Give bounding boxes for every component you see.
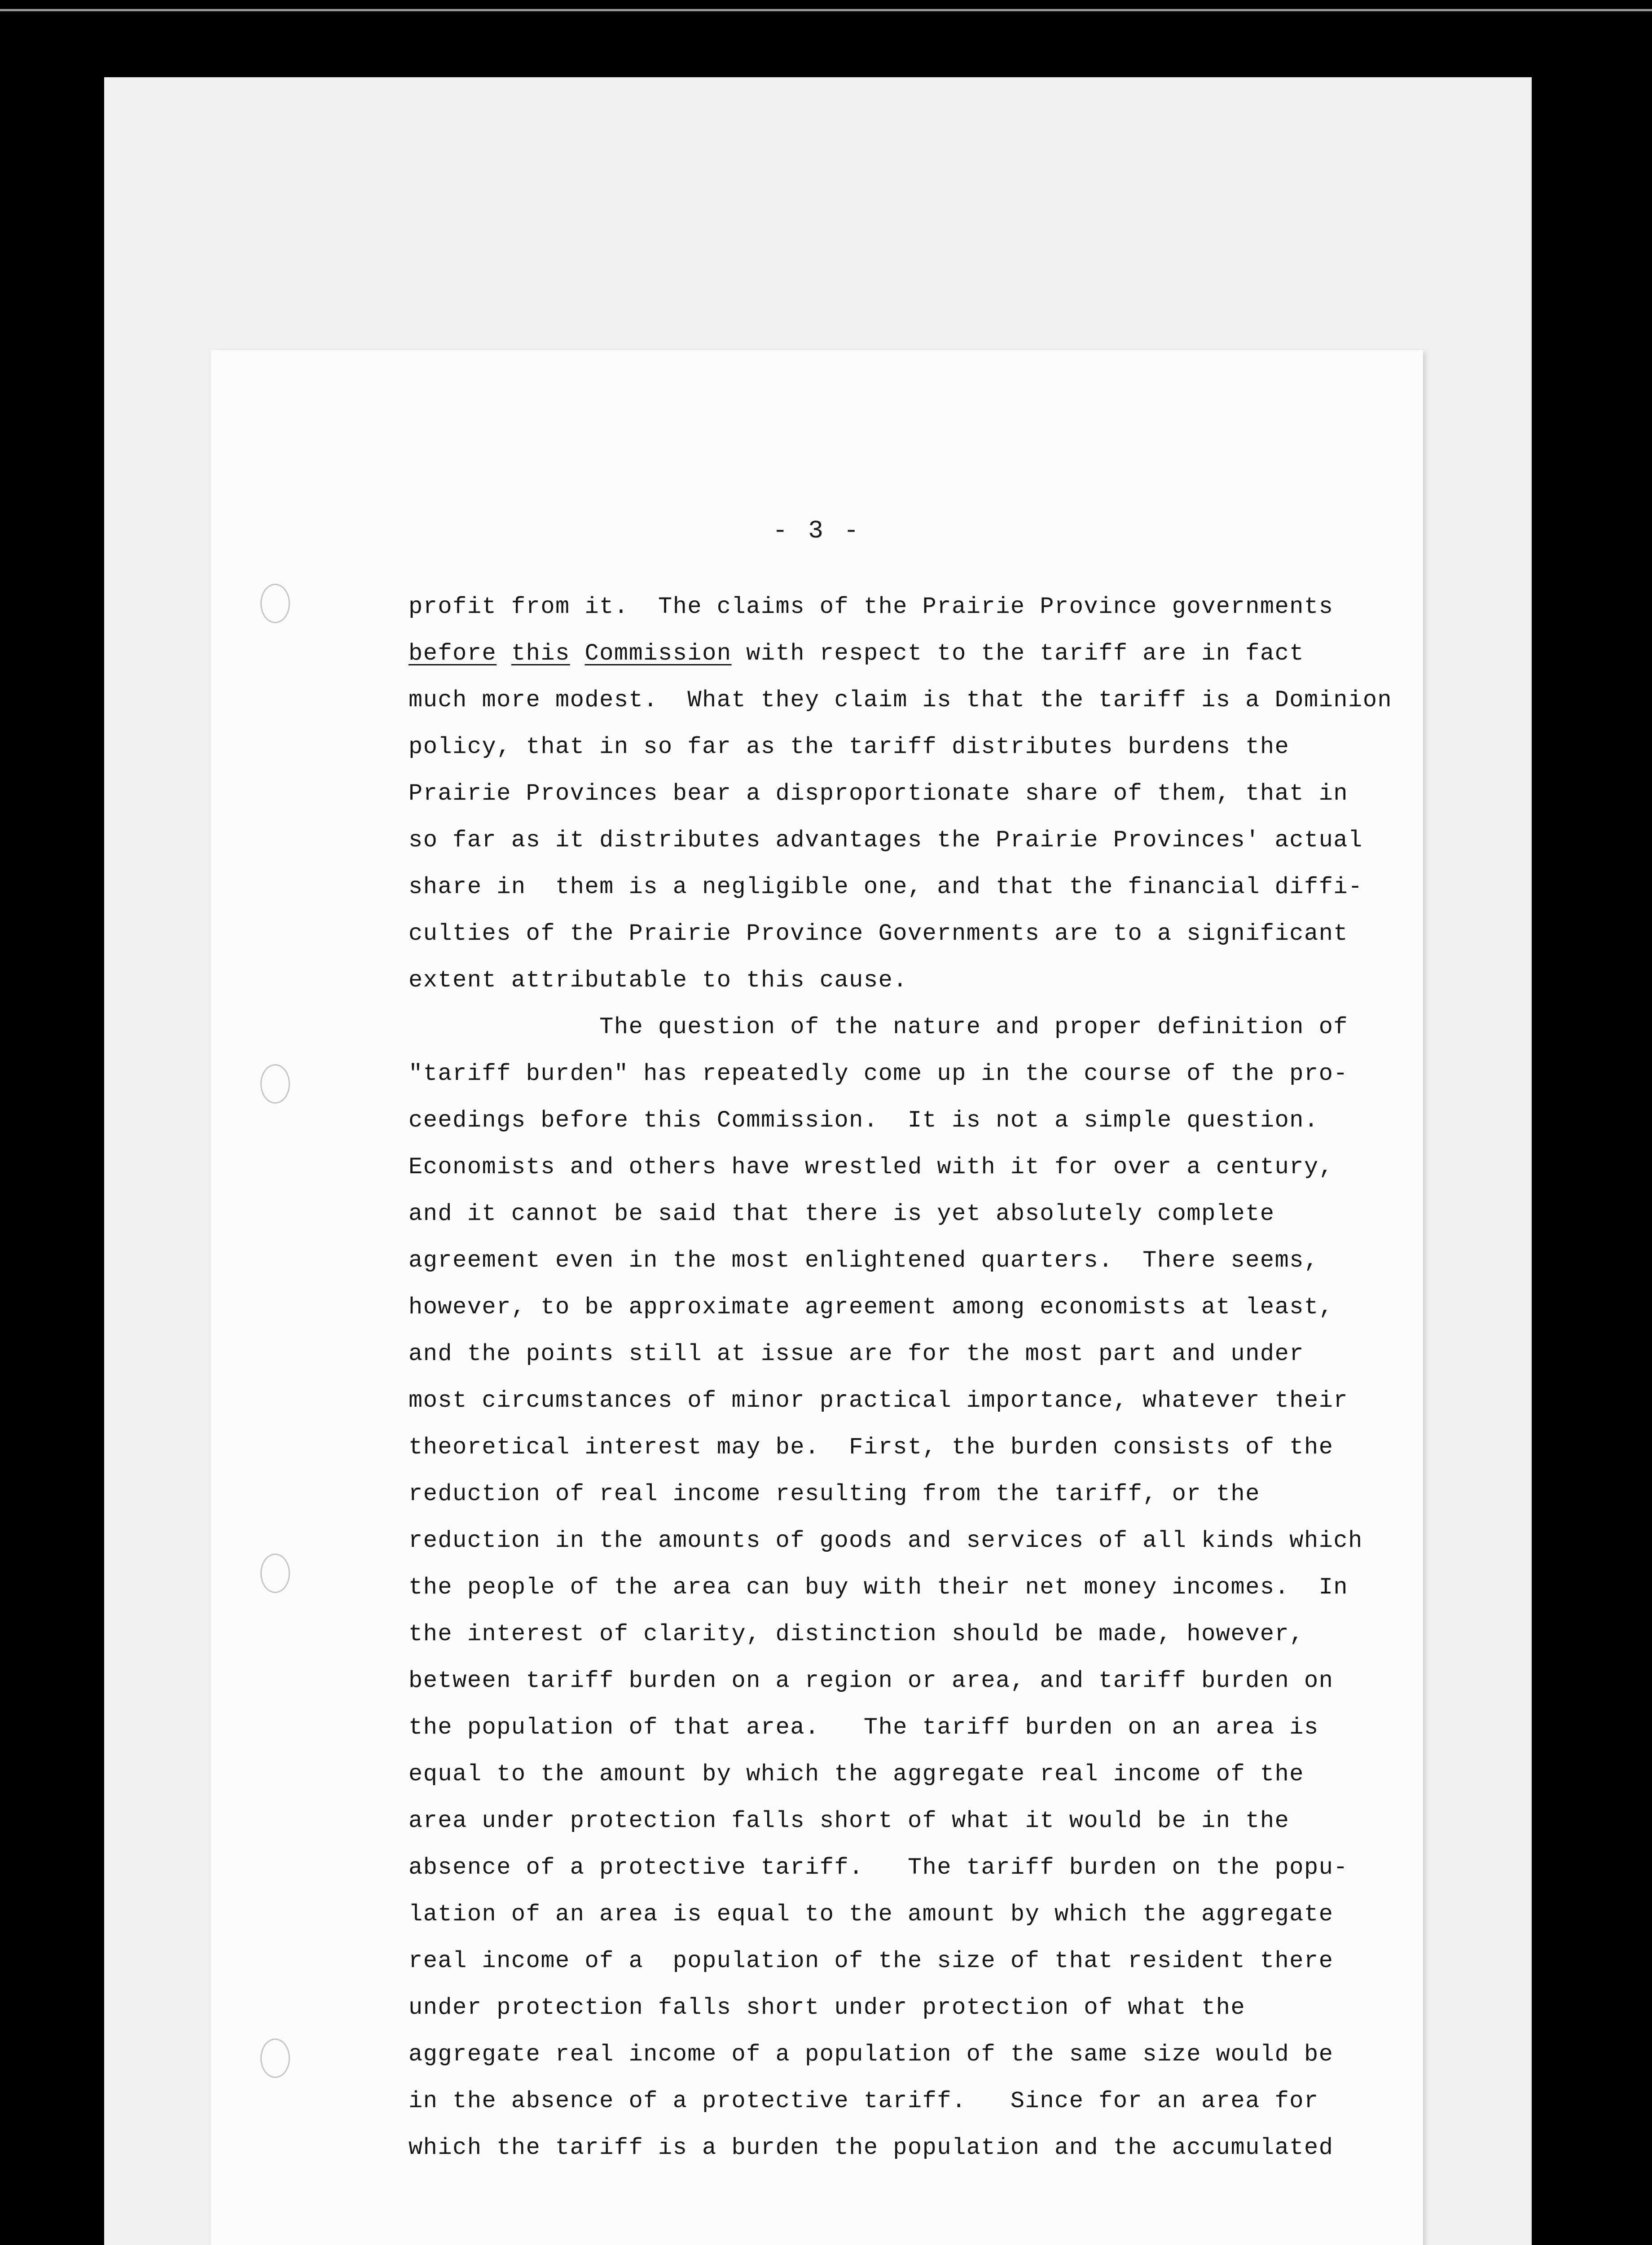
text-run: share in them is a negligible one, and that the financial diffi-	[409, 874, 1363, 900]
text-line	[409, 724, 1387, 770]
text-run: between tariff burden on a region or area, and tariff burden on	[409, 1668, 1334, 1694]
body-text	[409, 584, 1393, 2171]
text-run: reduction of real income resulting from the tariff, or the	[409, 1481, 1260, 1507]
document-page	[211, 350, 1423, 2245]
text-run: so far as it distributes advantages the Prairie Provinces' actual	[409, 827, 1363, 854]
text-line	[409, 1611, 1387, 1658]
text-run: Prairie Provinces bear a disproportionate share of them, that in	[409, 780, 1349, 807]
underlined-text: Commission	[584, 640, 732, 667]
text-run: in the absence of a protective tariff. Since for an area for	[409, 2088, 1319, 2114]
text-line	[409, 1658, 1387, 1704]
film-top-edge	[0, 9, 1652, 11]
punch-hole-icon	[260, 2038, 290, 2078]
text-line	[409, 1284, 1387, 1331]
text-line	[409, 864, 1387, 911]
text-run: culties of the Prairie Province Governments are to a significant	[409, 920, 1349, 947]
text-line	[409, 770, 1387, 817]
text-run: with respect to the tariff are in fact	[731, 640, 1305, 667]
text-run: "tariff burden" has repeatedly come up in the course of the pro-	[409, 1061, 1349, 1087]
text-run: extent attributable to this cause.	[409, 967, 908, 994]
text-run: most circumstances of minor practical importance, whatever their	[409, 1387, 1349, 1414]
text-run: The question of the nature and proper definition of	[409, 1014, 1349, 1040]
text-line	[409, 1798, 1387, 1844]
punch-hole-icon	[260, 1554, 290, 1593]
text-line	[409, 630, 1387, 677]
text-run: under protection falls short under protection of what the	[409, 1994, 1246, 2021]
text-line	[409, 1051, 1387, 1097]
page-number: - 3 -	[772, 516, 862, 545]
text-line	[409, 1985, 1387, 2031]
text-run: reduction in the amounts of goods and services of all kinds which	[409, 1527, 1363, 1554]
text-line	[409, 2031, 1387, 2078]
text-run: ceedings before this Commission. It is not a simple question.	[409, 1107, 1319, 1134]
text-run: policy, that in so far as the tariff distributes burdens the	[409, 734, 1290, 760]
text-line	[409, 1471, 1387, 1518]
text-line	[409, 584, 1387, 630]
punch-hole-icon	[260, 584, 290, 623]
text-line	[409, 957, 1387, 1004]
text-line	[409, 1331, 1387, 1378]
text-run: and the points still at issue are for the most part and under	[409, 1341, 1305, 1367]
text-run: agreement even in the most enlightened quarters. There seems,	[409, 1247, 1319, 1274]
text-run: the population of that area. The tariff burden on an area is	[409, 1714, 1319, 1741]
text-run: equal to the amount by which the aggregate real income of the	[409, 1761, 1305, 1787]
text-line	[409, 1004, 1387, 1051]
text-line	[409, 1844, 1387, 1891]
underlined-text: this	[511, 640, 570, 667]
text-run: Economists and others have wrestled with it for over a century,	[409, 1154, 1334, 1180]
text-run: lation of an area is equal to the amount by which the aggregate	[409, 1901, 1334, 1928]
text-line	[409, 1191, 1387, 1237]
text-run: aggregate real income of a population of the same size would be	[409, 2041, 1334, 2068]
text-run: area under protection falls short of what it would be in the	[409, 1808, 1290, 1834]
text-line	[409, 1751, 1387, 1798]
text-line	[409, 1097, 1387, 1144]
text-line	[409, 1144, 1387, 1191]
text-run: the interest of clarity, distinction should be made, however,	[409, 1621, 1305, 1647]
text-line	[409, 1704, 1387, 1751]
text-line	[409, 1891, 1387, 1938]
text-run: absence of a protective tariff. The tariff burden on the popu-	[409, 1854, 1349, 1881]
text-line	[409, 1237, 1387, 1284]
text-run	[496, 640, 511, 667]
text-line	[409, 1378, 1387, 1424]
text-line	[409, 1938, 1387, 1985]
text-run: which the tariff is a burden the population and the accumulated	[409, 2135, 1334, 2161]
text-run: and it cannot be said that there is yet absolutely complete	[409, 1201, 1275, 1227]
text-run: theoretical interest may be. First, the burden consists of the	[409, 1434, 1334, 1461]
text-line	[409, 677, 1393, 724]
text-line	[409, 2125, 1387, 2171]
text-run: profit from it. The claims of the Prairie Province governments	[409, 594, 1334, 620]
text-line	[409, 2078, 1387, 2125]
underlined-text: before	[409, 640, 497, 667]
text-run	[570, 640, 585, 667]
punch-hole-icon	[260, 1064, 290, 1104]
text-run: much more modest. What they claim is that the tariff is a Dominion	[409, 687, 1393, 713]
text-line	[409, 911, 1387, 957]
text-line	[409, 1424, 1387, 1471]
text-line	[409, 1564, 1387, 1611]
text-line	[409, 1518, 1387, 1564]
text-run: real income of a population of the size of that resident there	[409, 1948, 1334, 1974]
text-line	[409, 817, 1387, 864]
text-run: however, to be approximate agreement among economists at least,	[409, 1294, 1334, 1321]
text-run: the people of the area can buy with their net money incomes. In	[409, 1574, 1349, 1601]
